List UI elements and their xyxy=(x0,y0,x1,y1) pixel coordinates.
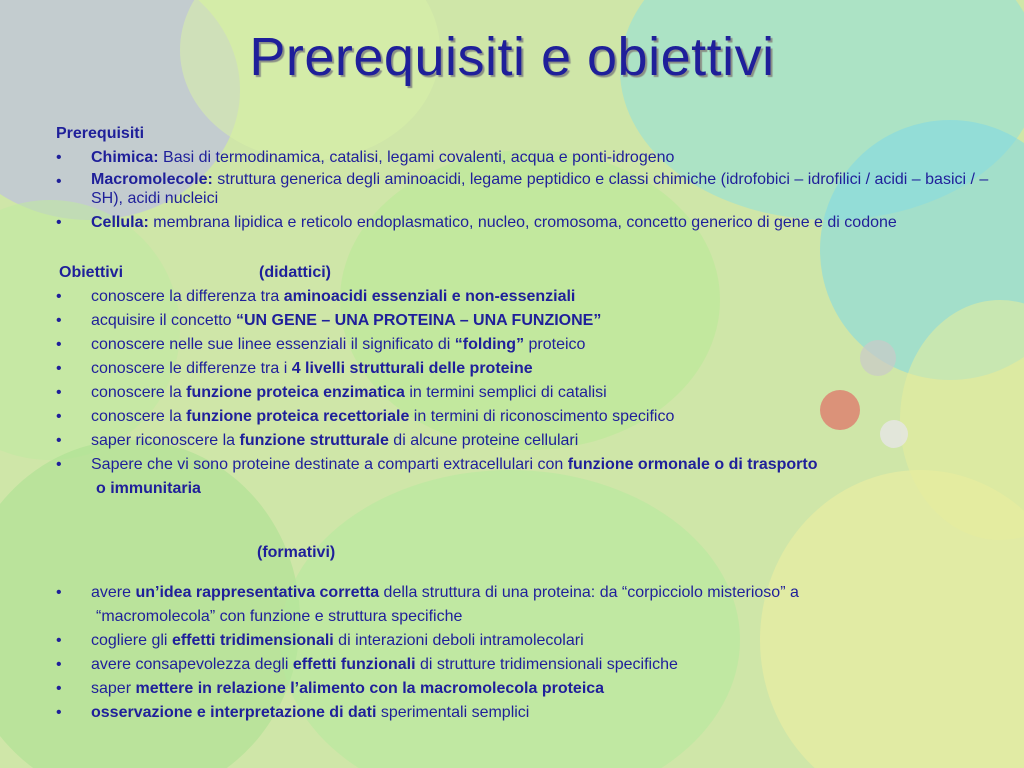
objective-item xyxy=(56,309,1006,333)
objective-emphasis: funzione proteica recettoriale xyxy=(186,408,410,425)
objective-emphasis: osservazione e interpretazione di dati xyxy=(91,704,377,721)
objective-text: sperimentali semplici xyxy=(376,704,530,721)
objective-emphasis: “UN GENE – UNA PROTEINA – UNA FUNZIONE” xyxy=(235,312,602,329)
objective-text: conoscere la xyxy=(91,384,187,401)
bullet: • xyxy=(56,632,62,649)
objective-text: proteico xyxy=(524,336,586,353)
objective-emphasis: un’idea rappresentativa corretta xyxy=(135,584,380,601)
bullet: • xyxy=(56,656,62,673)
prerequisiti-heading: Prerequisiti xyxy=(56,125,145,142)
bullet: • xyxy=(56,288,62,305)
objective-emphasis: “folding” xyxy=(454,336,525,353)
prerequisite-text: struttura generica degli aminoacidi, legame peptidico e classi chimiche (idrofobici – idrofilici / acidi – basici / –SH), acidi nucleici xyxy=(91,171,989,207)
bullet: • xyxy=(56,214,62,231)
bullet: • xyxy=(56,584,62,601)
bullet: • xyxy=(56,336,62,353)
objective-text: della struttura di una proteina: da “corpicciolo misterioso” a xyxy=(379,584,799,601)
objective-item xyxy=(56,653,1006,677)
objective-text: in termini semplici di catalisi xyxy=(404,384,607,401)
objective-item xyxy=(56,629,1006,653)
objective-emphasis: funzione ormonale o di trasporto xyxy=(567,456,818,473)
bullet: • xyxy=(56,173,62,190)
objective-text: di alcune proteine cellulari xyxy=(388,432,579,449)
objective-item xyxy=(56,677,1006,701)
objective-emphasis: effetti funzionali xyxy=(292,656,416,673)
bullet: • xyxy=(56,432,62,449)
objective-text: “macromolecola” con funzione e struttura specifiche xyxy=(96,608,463,625)
didattici-label: (didattici) xyxy=(259,264,331,281)
bullet: • xyxy=(56,408,62,425)
prerequisite-item xyxy=(56,146,1006,170)
objective-text: Sapere che vi sono proteine destinate a comparti extracellulari con xyxy=(91,456,568,473)
formativi-label: (formativi) xyxy=(257,544,336,561)
bullet: • xyxy=(56,149,62,166)
objective-item xyxy=(56,285,1006,309)
objective-item xyxy=(56,701,1006,725)
objective-continuation xyxy=(56,477,1006,501)
objective-text: cogliere gli xyxy=(91,632,172,649)
objective-text: acquisire il concetto xyxy=(91,312,236,329)
bullet: • xyxy=(56,384,62,401)
slide-body xyxy=(56,122,1006,725)
objective-emphasis: o immunitaria xyxy=(96,480,201,497)
objective-item xyxy=(56,405,1006,429)
prerequisite-item xyxy=(56,213,1006,232)
objective-emphasis: mettere in relazione l’alimento con la macromolecola proteica xyxy=(135,680,605,697)
bullet: • xyxy=(56,704,62,721)
objective-text: conoscere nelle sue linee essenziali il significato di xyxy=(91,336,455,353)
prerequisite-text: membrana lipidica e reticolo endoplasmatico, nucleo, cromosoma, concetto generico di gene e di codone xyxy=(148,214,897,231)
objective-emphasis: funzione proteica enzimatica xyxy=(186,384,405,401)
bullet: • xyxy=(56,456,62,473)
objective-text: conoscere la differenza tra xyxy=(91,288,284,305)
prerequisite-label: Macromolecole: xyxy=(91,171,213,188)
objective-text: avere consapevolezza degli xyxy=(91,656,293,673)
bullet: • xyxy=(56,680,62,697)
bullet: • xyxy=(56,312,62,329)
prerequisite-label: Cellula: xyxy=(91,214,149,231)
objective-text: avere xyxy=(91,584,136,601)
objective-item xyxy=(56,357,1006,381)
objective-emphasis: effetti tridimensionali xyxy=(171,632,334,649)
obiettivi-heading xyxy=(59,261,1006,285)
objective-item xyxy=(56,453,1006,477)
bullet: • xyxy=(56,360,62,377)
objective-text: conoscere la xyxy=(91,408,187,425)
objective-item xyxy=(56,581,1006,605)
objective-text: in termini di riconoscimento specifico xyxy=(409,408,675,425)
objective-item xyxy=(56,429,1006,453)
objective-text: saper xyxy=(91,680,136,697)
objective-emphasis: aminoacidi essenziali e non-essenziali xyxy=(283,288,576,305)
objective-continuation xyxy=(56,605,1006,629)
prerequisite-text: Basi di termodinamica, catalisi, legami covalenti, acqua e ponti-idrogeno xyxy=(158,149,675,166)
objective-item xyxy=(56,333,1006,357)
prerequisite-item xyxy=(56,170,1006,208)
objective-item xyxy=(56,381,1006,405)
objective-emphasis: 4 livelli strutturali delle proteine xyxy=(291,360,533,377)
prerequisite-label: Chimica: xyxy=(91,149,159,166)
objective-text: di interazioni deboli intramolecolari xyxy=(333,632,584,649)
obiettivi-label: Obiettivi xyxy=(59,264,124,281)
objective-text: conoscere le differenze tra i xyxy=(91,360,292,377)
objective-text: di strutture tridimensionali specifiche xyxy=(415,656,678,673)
slide-title: Prerequisiti e obiettivi xyxy=(249,27,775,87)
objective-emphasis: funzione strutturale xyxy=(239,432,389,449)
objective-text: saper riconoscere la xyxy=(91,432,240,449)
